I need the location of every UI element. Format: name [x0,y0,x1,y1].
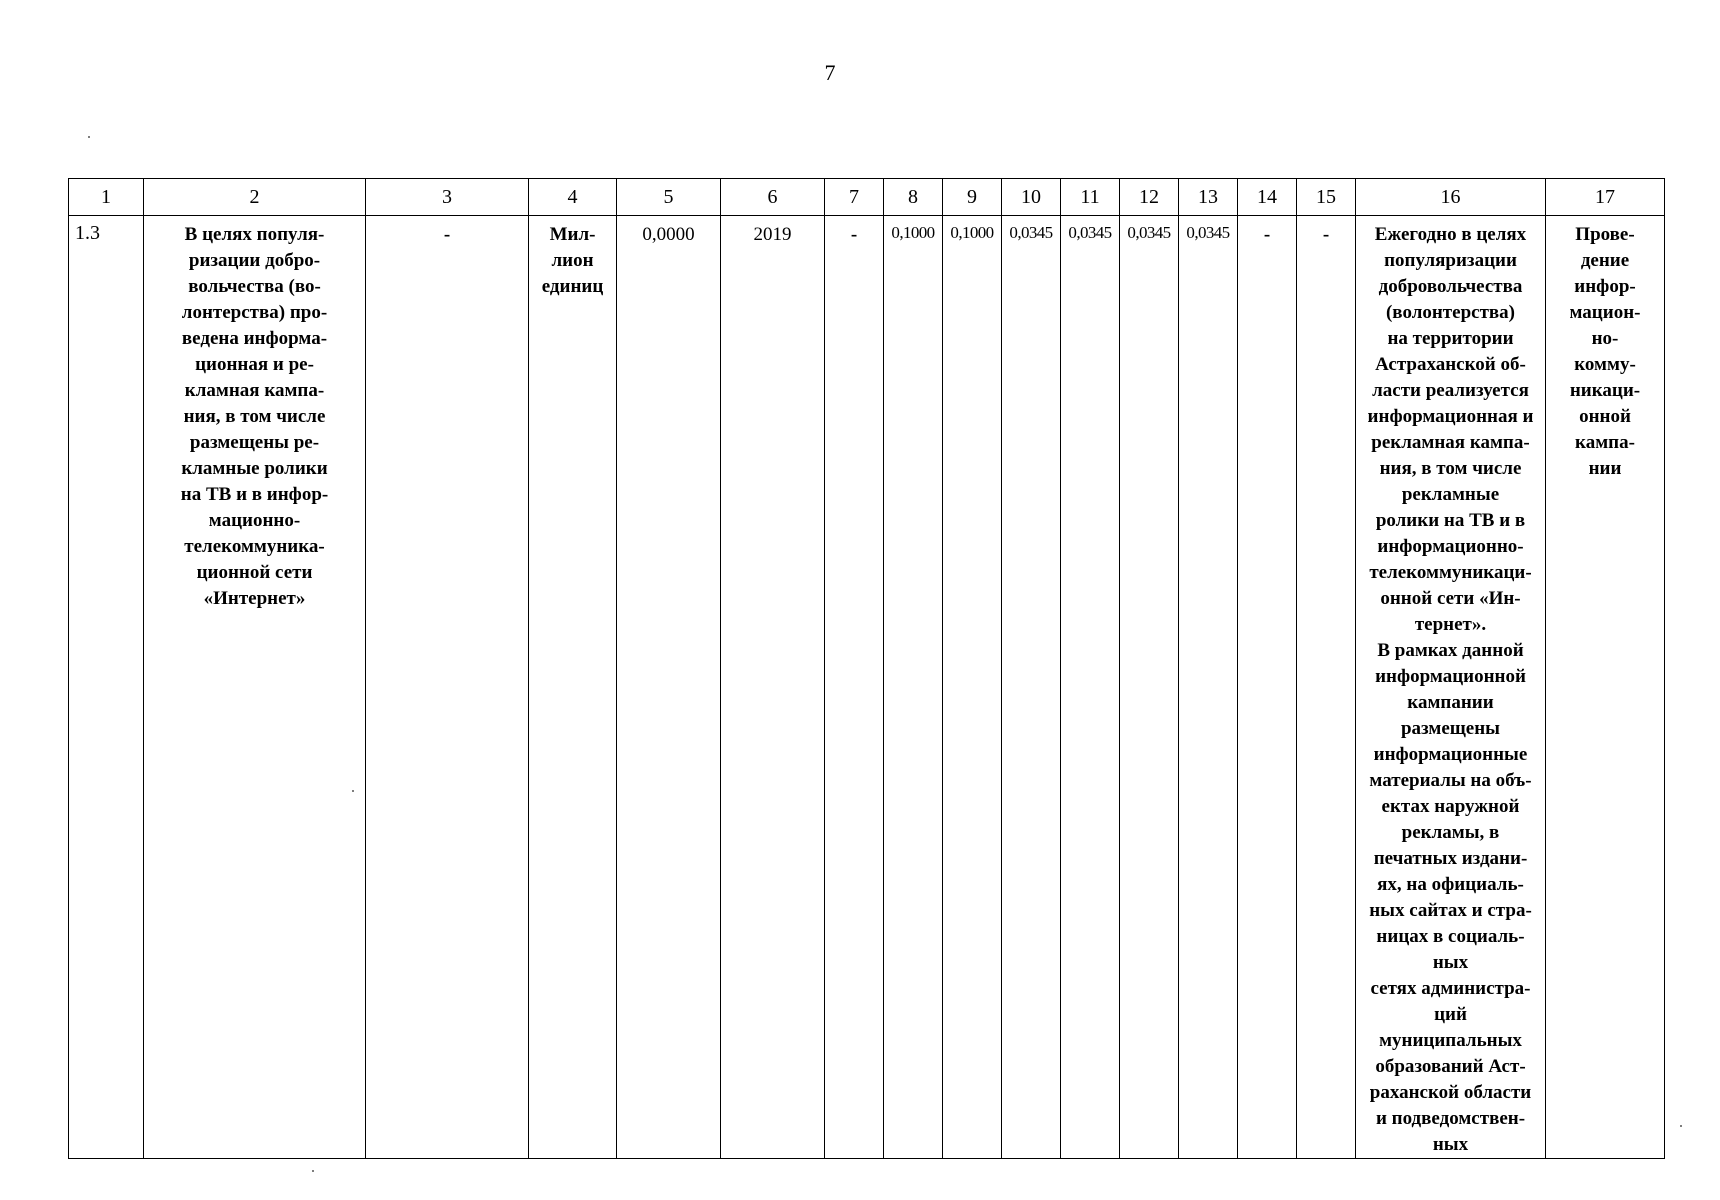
col17-text: Прове- дение инфор- мацион- но- комму- никаци- онной кампа- нии [1569,224,1641,479]
base-value-cell [617,216,721,1159]
row-number-cell [69,216,144,1159]
scan-speck [1680,1125,1682,1127]
col8-cell [884,216,943,1159]
table-row [69,216,1665,1159]
col10-cell [1002,216,1061,1159]
scan-speck [352,790,354,792]
header-col-11: 11 [1061,179,1120,216]
col12-value: 0,0345 [1127,223,1171,242]
col11-value: 0,0345 [1068,223,1112,242]
col16-cell [1356,216,1546,1159]
base-value: 0,0000 [642,224,695,245]
col9-value: 0,1000 [950,223,994,242]
col12-cell [1120,216,1179,1159]
scan-speck [312,1170,314,1172]
col9-cell [943,216,1002,1159]
header-col-8: 8 [884,179,943,216]
year-cell [721,216,825,1159]
col14-cell [1238,216,1297,1159]
row-description: В целях популя- ризации добро- вольчества (во- лонтерства) про- ведена информа- ционная и ре- кламная кампа- ния, в том числе размещены ре- кламные ролики на ТВ и в инфор- мационно- телекоммуника- ционной сети «Интернет» [180,224,329,609]
header-col-9: 9 [943,179,1002,216]
scan-speck [88,136,90,138]
page-number: 7 [824,60,836,85]
col7-value: - [850,224,858,245]
col16-text: Ежегодно в целях популяризации добровольчества (волонтерства) на территории Астраханской об- ласти реализуется информационная и рекламная кампа- ния, в том числе рекламные ролики на ТВ и в информационно- телекоммуникаци- онной сети «Ин- тернет». В рамках данной информационной кампании размещены информационные материалы на объ- ектах наружной рекламы, в печатных издани- ях, на официаль- ных сайтах и стра- ницах в социаль- ных сетях администра- ций муниципальных образований Аст- раханской области и подведомствен- ных [1367,224,1534,1155]
col13-value: 0,0345 [1186,223,1230,242]
indicator-table [68,178,1665,1159]
header-col-13: 13 [1179,179,1238,216]
header-col-4: 4 [529,179,617,216]
col15-value: - [1322,224,1330,245]
col8-value: 0,1000 [891,223,935,242]
col17-cell [1546,216,1665,1159]
year-value: 2019 [753,224,792,245]
unit-cell [529,216,617,1159]
col11-cell [1061,216,1120,1159]
row-number: 1.3 [75,222,100,244]
col13-cell [1179,216,1238,1159]
col10-value: 0,0345 [1009,223,1053,242]
header-col-5: 5 [617,179,721,216]
header-col-16: 16 [1356,179,1546,216]
col14-value: - [1263,224,1271,245]
header-col-1: 1 [69,179,144,216]
header-col-14: 14 [1238,179,1297,216]
col3-value: - [443,224,451,245]
col15-cell [1297,216,1356,1159]
col3-cell [366,216,529,1159]
header-col-6: 6 [721,179,825,216]
header-col-15: 15 [1297,179,1356,216]
col7-cell [825,216,884,1159]
header-row [69,179,1665,216]
header-col-7: 7 [825,179,884,216]
header-col-17: 17 [1546,179,1665,216]
description-cell [144,216,366,1159]
header-col-3: 3 [366,179,529,216]
header-col-12: 12 [1120,179,1179,216]
header-col-2: 2 [144,179,366,216]
unit-value: Мил- лион единиц [541,224,604,297]
header-col-10: 10 [1002,179,1061,216]
